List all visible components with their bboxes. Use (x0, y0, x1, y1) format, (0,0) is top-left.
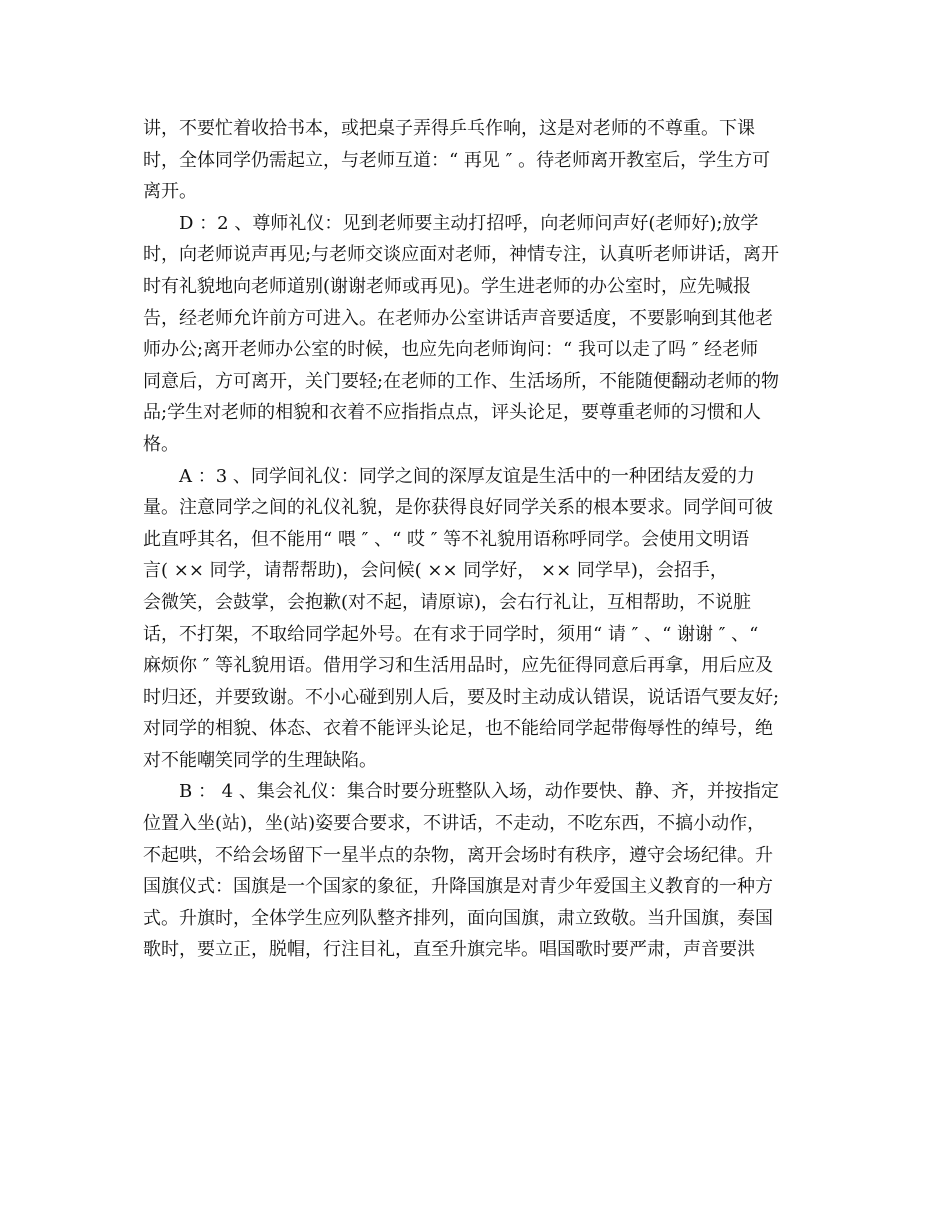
text-line: 歌时，要立正，脱帽，行注目礼，直至升旗完毕。唱国歌时要严肃，声音要洪 (143, 939, 755, 961)
paragraph-continuation (143, 113, 813, 208)
text-line: 国旗仪式：国旗是一个国家的象征，升降国旗是对青少年爱国主义教育的一种方 (143, 876, 773, 898)
text-line: 此直呼其名，但不能用“ 喂 ″ 、“ 哎 ″ 等不礼貌用语称呼同学。会使用文明语 (143, 528, 750, 550)
text-line: 麻烦你 ″ 等礼貌用语。借用学习和生活用品时，应先征得同意后再拿，用后应及 (143, 655, 774, 677)
text-line: 对同学的相貌、体态、衣着不能评头论足，也不能给同学起带侮辱性的绰号，绝 (143, 718, 773, 740)
text-line: 时归还，并要致谢。不小心碰到别人后，要及时主动成认错误，说话语气要友好; (143, 686, 780, 708)
paragraph-teacher-etiquette (143, 208, 813, 461)
text-line: A ：3 、同学间礼仪：同学之间的深厚友谊是生活中的一种团结友爱的力 (179, 465, 755, 487)
text-line: 言( ×× 同学，请帮帮助)，会问候( ×× 同学好， ×× 同学早)，会招手， (143, 560, 728, 582)
text-line: B ： 4 、集会礼仪：集合时要分班整队入场，动作要快、静、齐，并按指定 (179, 781, 779, 803)
text-line: 时，全体同学仍需起立，与老师互道：“ 再见 ″ 。待老师离开教室后，学生方可 (143, 149, 771, 171)
text-line: 格。 (143, 433, 179, 455)
text-line: 量。注意同学之间的礼仪礼貌，是你获得良好同学关系的根本要求。同学间可彼 (143, 497, 773, 519)
paragraph-classmate-etiquette (143, 461, 813, 777)
text-line: 离开。 (143, 181, 197, 203)
text-line: 对不能嘲笑同学的生理缺陷。 (143, 749, 377, 771)
text-line: 位置入坐(站)，坐(站)姿要合要求，不讲话，不走动，不吃东西，不搞小动作， (143, 813, 766, 835)
document-body (143, 113, 813, 966)
text-line: 时，向老师说声再见;与老师交谈应面对老师，神情专注，认真听老师讲话，离开 (143, 244, 780, 266)
text-line: 会微笑，会鼓掌，会抱歉(对不起，请原谅)，会右行礼让，互相帮助，不说脏 (143, 591, 752, 613)
text-line: 话，不打架，不取给同学起外号。在有求于同学时，须用“ 请 ″ 、“ 谢谢 ″ 、“ (143, 623, 759, 645)
text-line: D ：2 、尊师礼仪：见到老师要主动打招呼，向老师问声好(老师好);放学 (179, 212, 759, 234)
text-line: 式。升旗时，全体学生应列队整齐排列，面向国旗，肃立致敬。当升国旗，奏国 (143, 907, 773, 929)
text-line: 同意后，方可离开，关门要轻;在老师的工作、生活场所，不能随便翻动老师的物 (143, 370, 780, 392)
text-line: 不起哄，不给会场留下一星半点的杂物，离开会场时有秩序，遵守会场纪律。升 (143, 844, 773, 866)
text-line: 时有礼貌地向老师道别(谢谢老师或再见)。学生进老师的办公室时，应先喊报 (143, 275, 752, 297)
paragraph-assembly-etiquette (143, 776, 813, 966)
text-line: 告，经老师允许前方可进入。在老师办公室讲话声音要适度，不要影响到其他老 (143, 307, 773, 329)
text-line: 讲，不要忙着收拾书本，或把桌子弄得乒乓作响，这是对老师的不尊重。下课 (143, 118, 755, 139)
text-line: 品;学生对老师的相貌和衣着不应指指点点，评头论足，要尊重老师的习惯和人 (143, 402, 762, 424)
text-line: 师办公;离开老师办公室的时候，也应先向老师询问：“ 我可以走了吗 ″ 经老师 (143, 339, 759, 361)
